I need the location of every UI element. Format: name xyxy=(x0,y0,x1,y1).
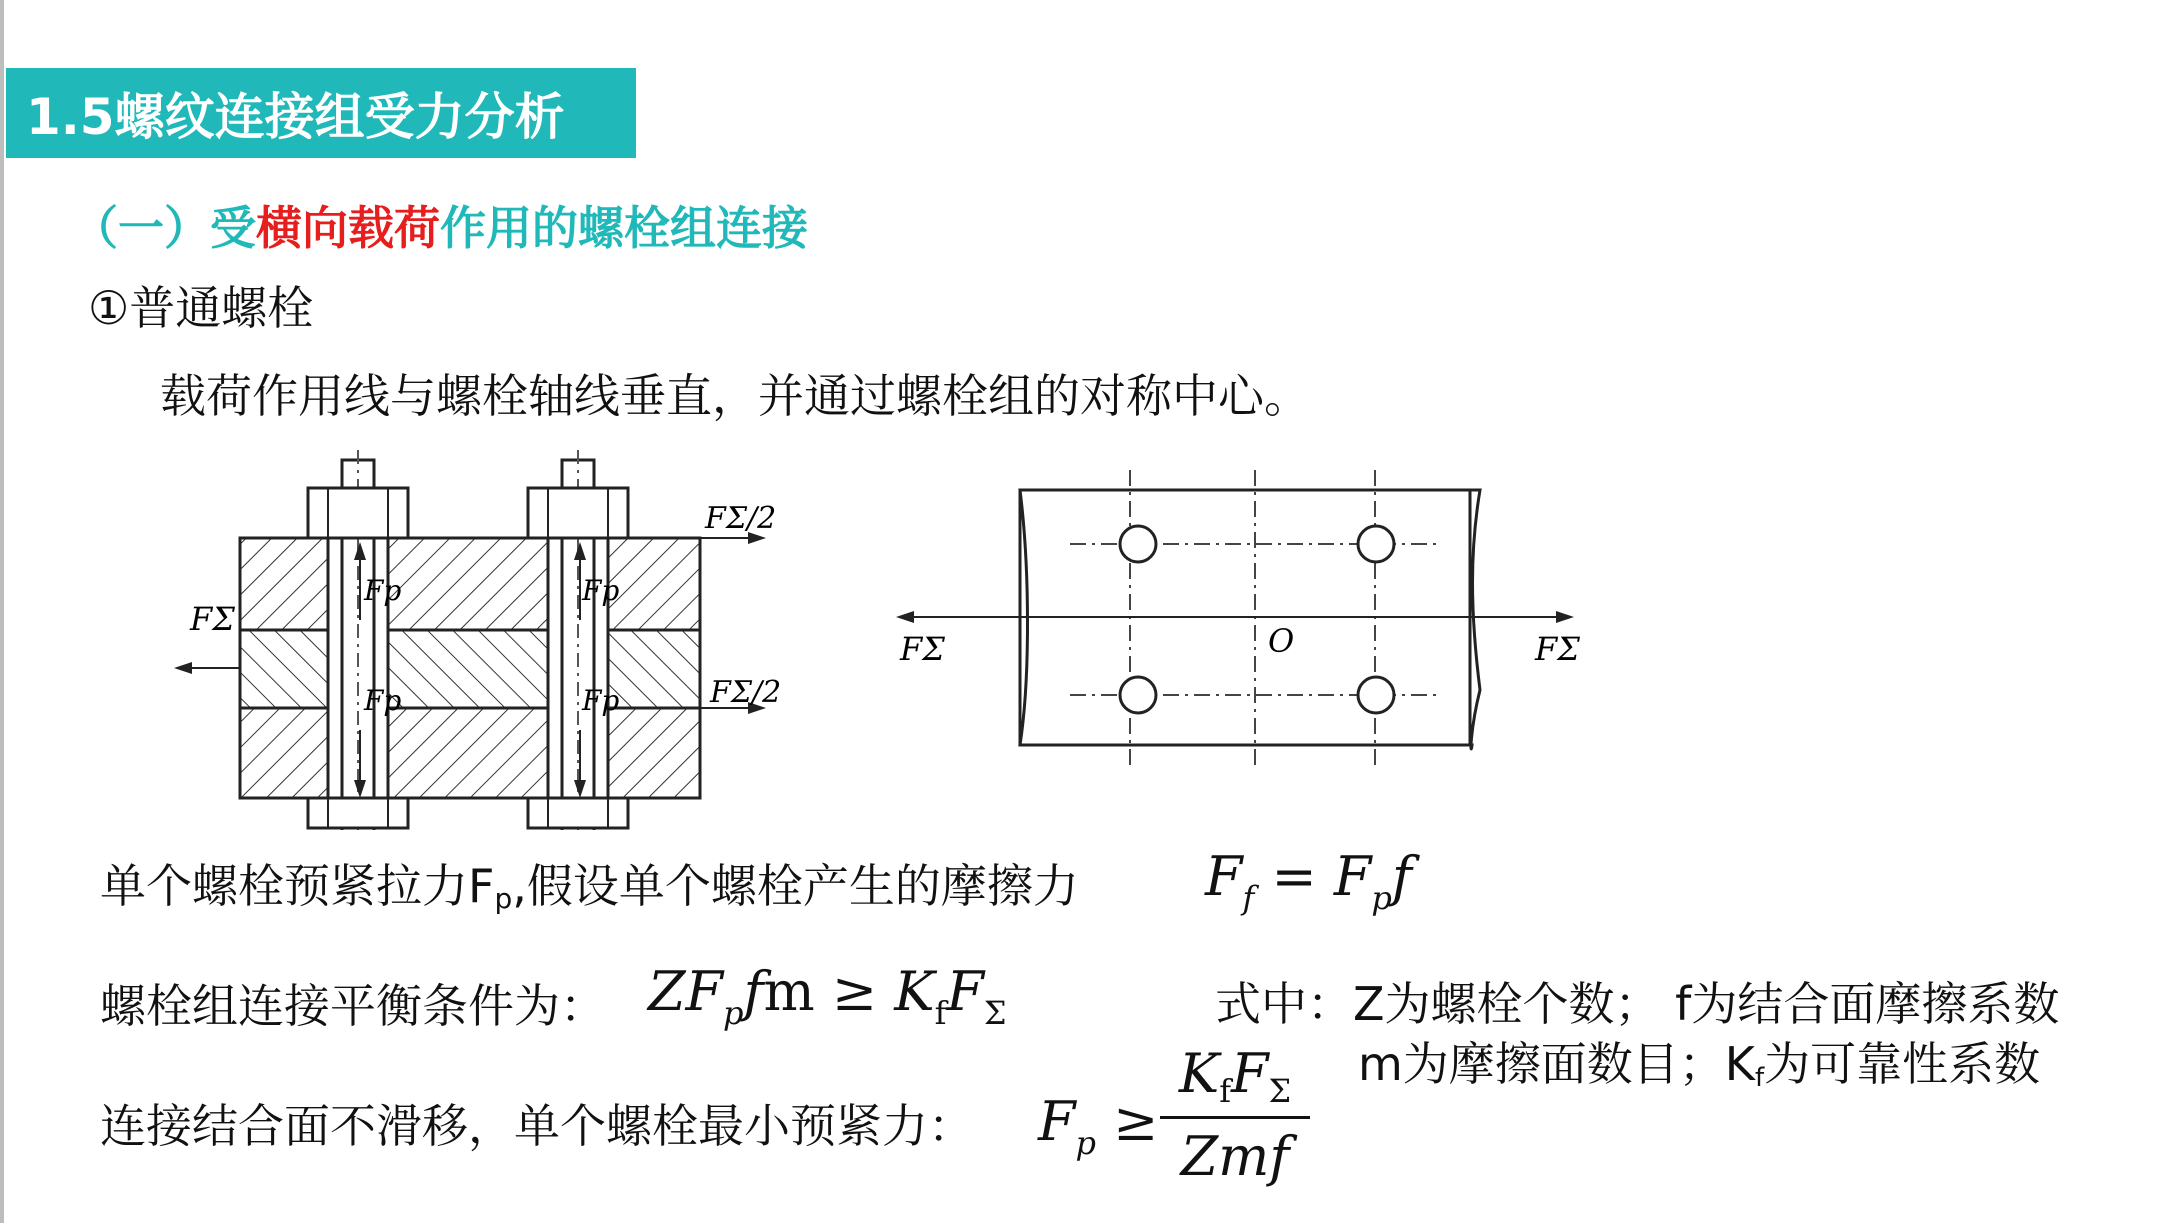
fp-label-right-bottom: Fp xyxy=(582,684,620,717)
fsum-plan-left-label: FΣ xyxy=(900,630,945,668)
section-heading-prefix: （一）受 xyxy=(72,201,256,255)
min-preload-fraction xyxy=(1160,1042,1310,1188)
preload-statement xyxy=(100,850,1079,916)
fraction-numerator: $K_fF_\Sigma$ xyxy=(1178,1042,1292,1110)
left-border xyxy=(0,0,4,1223)
title-banner xyxy=(6,68,636,158)
bolt-hole-bottom-left xyxy=(1120,677,1156,713)
middle-plate xyxy=(240,630,700,708)
bolt-joint-section-figure xyxy=(150,430,790,830)
bolt-pattern-plan-figure xyxy=(880,460,1600,800)
subsection-heading: ①普通螺栓 xyxy=(88,281,314,335)
variable-note-1: 式中：Z为螺栓个数； f为结合面摩擦系数 xyxy=(1215,977,2060,1031)
bolt-hole-bottom-right xyxy=(1358,677,1394,713)
fsum-label-left: FΣ xyxy=(190,600,235,638)
section-heading-suffix: 作用的螺栓组连接 xyxy=(440,201,808,255)
center-o-label: O xyxy=(1268,622,1295,660)
description-text: 载荷作用线与螺栓轴线垂直，并通过螺栓组的对称中心。 xyxy=(160,369,1310,423)
preload-text-a: 单个螺栓预紧拉力F xyxy=(100,859,495,913)
fraction-bar xyxy=(1160,1116,1310,1119)
friction-formula: $F_f = F_pf$ xyxy=(1205,845,1412,917)
fsum-half-bottom-label: FΣ/2 xyxy=(710,675,782,710)
equilibrium-statement: 螺栓组连接平衡条件为： xyxy=(100,979,606,1033)
variable-note-2-sub: f xyxy=(1754,1063,1765,1093)
fraction-denominator: Zmf xyxy=(1180,1125,1290,1188)
fp-label-left-top: Fp xyxy=(364,574,402,607)
preload-text-b: ,假设单个螺栓产生的摩擦力 xyxy=(512,859,1079,913)
min-preload-lhs: $F_p$ ≥ xyxy=(1038,1090,1159,1162)
variable-note-2b: 为可靠性系数 xyxy=(1764,1037,2041,1091)
section-heading-highlight: 横向载荷 xyxy=(256,201,440,255)
top-plate xyxy=(240,538,700,630)
preload-text-sub: p xyxy=(494,882,513,915)
min-preload-statement: 连接结合面不滑移，单个螺栓最小预紧力： xyxy=(100,1099,974,1153)
section-heading xyxy=(72,192,808,258)
variable-note-2a: m为摩擦面数目；K xyxy=(1358,1037,1755,1091)
variable-note-2 xyxy=(1358,1028,2040,1094)
bolt-hole-top-right xyxy=(1358,526,1394,562)
fsum-plan-right-label: FΣ xyxy=(1535,630,1580,668)
fp-label-left-bottom: Fp xyxy=(364,684,402,717)
fsum-half-top-label: FΣ/2 xyxy=(705,501,777,536)
bottom-plate xyxy=(240,708,700,798)
equilibrium-formula: $ZF_pfm \ge K_fF_\Sigma$ xyxy=(648,960,1007,1032)
page-title: 1.5螺纹连接组受力分析 xyxy=(26,88,565,146)
fp-label-right-top: Fp xyxy=(582,574,620,607)
bolt-hole-top-left xyxy=(1120,526,1156,562)
